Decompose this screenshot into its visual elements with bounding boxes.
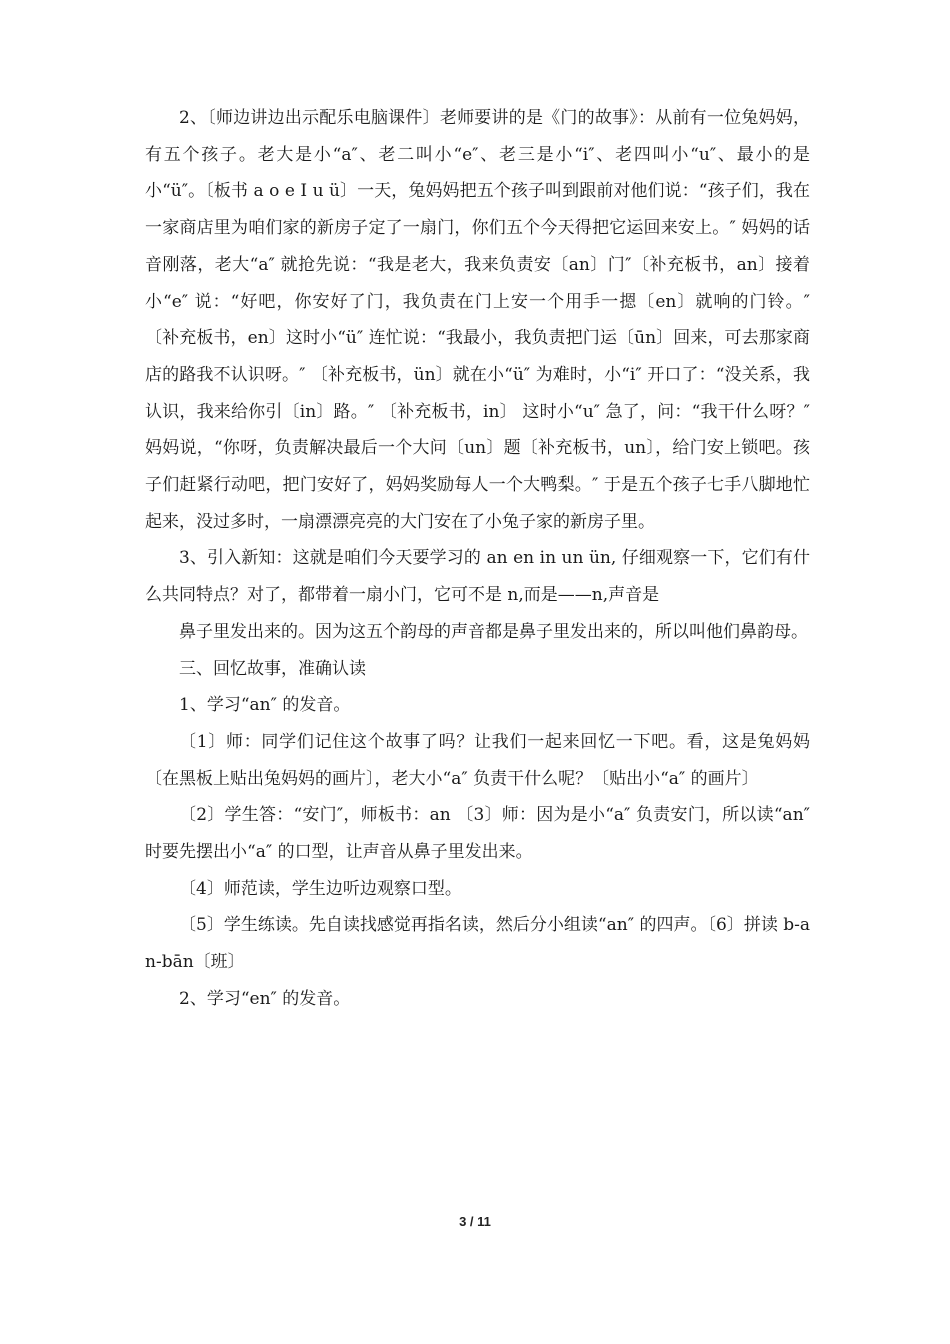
paragraph-nasal-finals: 鼻子里发出来的。因为这五个韵母的声音都是鼻子里发出来的，所以叫他们鼻韵母。 (179, 621, 808, 642)
page-number: 3 / 11 (459, 1214, 491, 1229)
paragraph-story: 2、〔师边讲边出示配乐电脑课件〕老师要讲的是《门的故事》：从前有一位兔妈妈，有五个孩子。老大是小“a″、老二叫小“e″、老三是小“i″、老四叫小“u″、最小的是小“ü″。〔板书 a o e I u ü〕一天，兔妈妈把五个孩子叫到跟前对他们说：“孩子们，我在一家商店里为咱们家的新房子定了一扇门，你们五个今天得把它运回来安上。″ 妈妈的话音刚落，老大“a″ 就抢先说：“我是老大，我来负责安〔an〕门″〔补充板书，an〕接着小“e″ 说：“好吧，你安好了门，我负责在门上安一个用手一摁〔en〕就响的门铃。″ 〔补充板书，en〕这时小“ü″ 连忙说：“我最小，我负责把门运〔ūn〕回来，可去那家商店的路我不认识呀。″ 〔补充板书，ün〕就在小“ü″ 为难时，小“i″ 开口了：“没关系，我认识，我来给你引〔in〕路。″ 〔补充板书，in〕 这时小“u″ 急了，问：“我干什么呀？″ 妈妈说，“你呀，负责解决最后一个大问〔un〕题〔补充板书，un〕，给门安上锁吧。孩子们赶紧行动吧，把门安好了，妈妈奖励每人一个大鸭梨。″ 于是五个孩子七手八脚地忙起来，没过多时，一扇漂漂亮亮的大门安在了小兔子家的新房子里。 (145, 108, 810, 532)
paragraph-new-knowledge: 3、引入新知：这就是咱们今天要学习的 an en in un ün, 仔细观察一下，它们有什么共同特点？对了，都带着一扇小门，它可不是 n,而是——n,声音是 (145, 548, 810, 606)
paragraph-step-1: 〔1〕师：同学们记住这个故事了吗？让我们一起来回忆一下吧。看，这是兔妈妈〔在黑板上贴出兔妈妈的画片〕，老大小“a″ 负责干什么呢？〔贴出小“a″ 的画片〕 (145, 731, 810, 789)
subheading-learn-an: 1、学习“an″ 的发音。 (179, 695, 351, 716)
subheading-learn-en: 2、学习“en″ 的发音。 (179, 988, 351, 1009)
paragraph-step-4: 〔4〕师范读，学生边听边观察口型。 (179, 878, 462, 899)
paragraph-step-5-6: 〔5〕学生练读。先自读找感觉再指名读，然后分小组读“an″ 的四声。〔6〕拼读 b-an-bān〔班〕 (145, 915, 810, 973)
paragraph-step-2-3: 〔2〕学生答：“安门″，师板书：an 〔3〕师：因为是小“a″ 负责安门，所以读“an″ 时要先摆出小“a″ 的口型，让声音从鼻子里发出来。 (145, 805, 810, 863)
document-body (145, 100, 810, 1018)
section-heading-recall: 三、回忆故事，准确认读 (179, 658, 366, 679)
